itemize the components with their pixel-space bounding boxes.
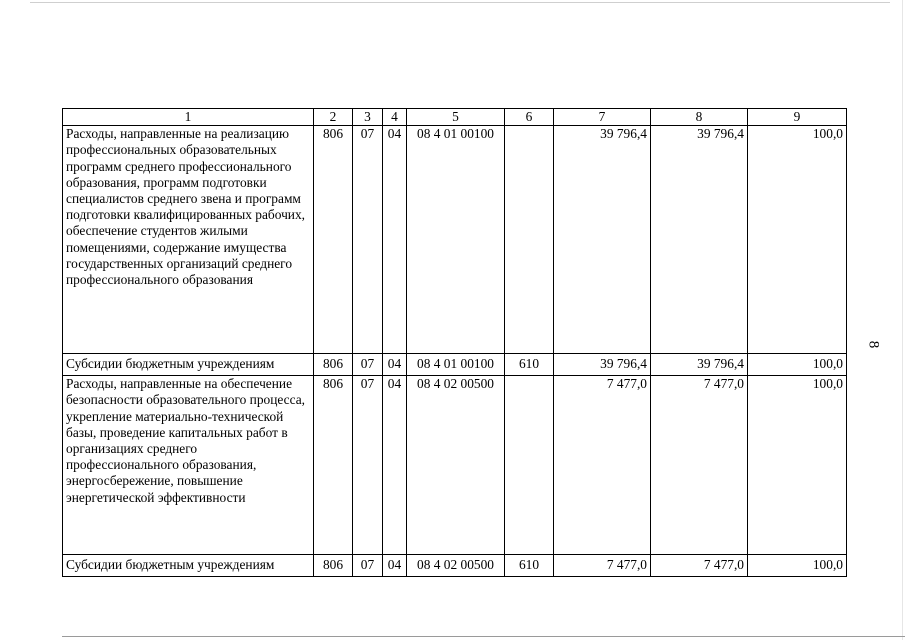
column-header: 7 [554,109,651,126]
page-number: 8 [865,340,882,349]
target-article-cell: 08 4 01 00100 [407,354,505,376]
table-row [63,555,847,577]
table-header-row [63,109,847,126]
actual-amount-cell: 39 796,4 [651,126,748,354]
column-header: 3 [353,109,383,126]
grbs-cell: 806 [314,376,353,555]
grbs-cell: 806 [314,354,353,376]
target-article-cell: 08 4 01 00100 [407,126,505,354]
target-article-cell: 08 4 02 00500 [407,555,505,577]
grbs-cell: 806 [314,555,353,577]
expense-name-cell: Расходы, направленные на обеспечение безопасности образовательного процесса, укрепление материально-технической базы, проведение капитальных работ в организациях среднего профессионального образования, энергосбережение, повышение энергетической эффективности [63,376,314,555]
scan-border-bottom [62,636,905,637]
table-row [63,126,847,354]
percent-cell: 100,0 [748,376,847,555]
target-article-cell: 08 4 02 00500 [407,376,505,555]
expense-type-cell: 610 [505,555,554,577]
grbs-cell: 806 [314,126,353,354]
plan-amount-cell: 7 477,0 [554,376,651,555]
expense-type-cell: 610 [505,354,554,376]
scan-border-top [30,2,890,3]
column-header: 1 [63,109,314,126]
subsection-cell: 04 [383,376,407,555]
section-cell: 07 [353,126,383,354]
column-header: 2 [314,109,353,126]
expense-name-cell: Субсидии бюджетным учреждениям [63,354,314,376]
column-header: 8 [651,109,748,126]
section-cell: 07 [353,555,383,577]
plan-amount-cell: 7 477,0 [554,555,651,577]
expense-type-cell [505,126,554,354]
actual-amount-cell: 7 477,0 [651,555,748,577]
actual-amount-cell: 7 477,0 [651,376,748,555]
percent-cell: 100,0 [748,555,847,577]
budget-table [62,108,847,577]
section-cell: 07 [353,354,383,376]
subsection-cell: 04 [383,555,407,577]
scan-border-right [902,0,903,640]
plan-amount-cell: 39 796,4 [554,354,651,376]
expense-type-cell [505,376,554,555]
plan-amount-cell: 39 796,4 [554,126,651,354]
expense-name-cell: Субсидии бюджетным учреждениям [63,555,314,577]
table-row [63,376,847,555]
subsection-cell: 04 [383,126,407,354]
column-header: 6 [505,109,554,126]
section-cell: 07 [353,376,383,555]
expense-name-cell: Расходы, направленные на реализацию профессиональных образовательных программ среднего профессионального образования, программ подготовки специалистов среднего звена и программ подготовки квалифицированных рабочих, обеспечение студентов жилыми помещениями, содержание имущества государственных организаций среднего профессионального образования [63,126,314,354]
actual-amount-cell: 39 796,4 [651,354,748,376]
column-header: 9 [748,109,847,126]
subsection-cell: 04 [383,354,407,376]
table-row [63,354,847,376]
percent-cell: 100,0 [748,126,847,354]
column-header: 5 [407,109,505,126]
column-header: 4 [383,109,407,126]
percent-cell: 100,0 [748,354,847,376]
